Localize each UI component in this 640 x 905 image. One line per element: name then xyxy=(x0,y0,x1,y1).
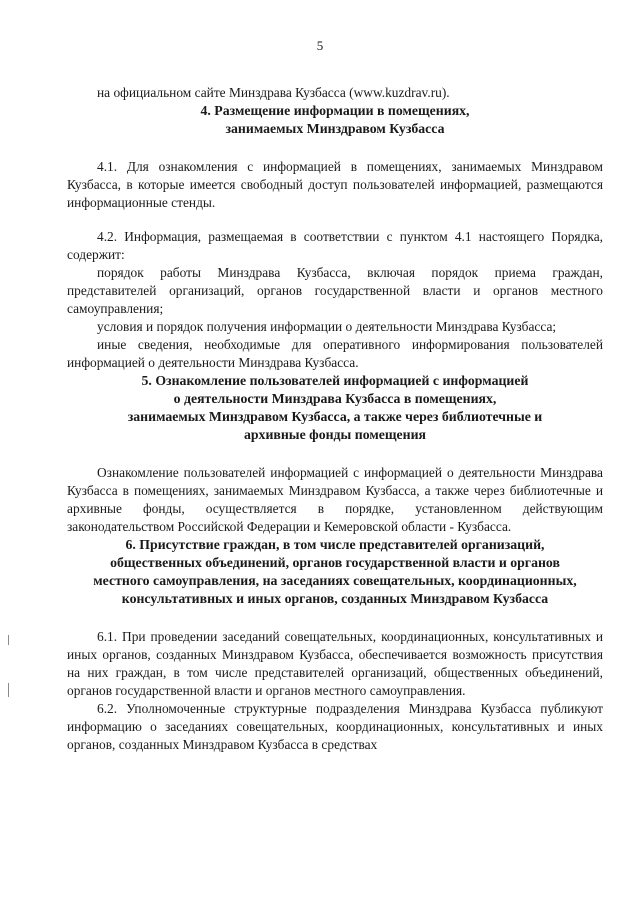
heading-line: общественных объединений, органов государственной власти и органов xyxy=(110,555,560,570)
heading-line: консультативных и иных органов, созданных Минздравом Кузбасса xyxy=(121,591,549,606)
paragraph-6-2: 6.2. Уполномоченные структурные подразделения Минздрава Кузбасса публикуют информацию о заседаниях совещательных, координационных, консультативных и иных органов, созданных Минздравом Кузбасса в средствах xyxy=(67,701,603,752)
paragraph-4-1: 4.1. Для ознакомления с информацией в помещениях, занимаемых Минздравом Кузбасса, в которые имеется свободный доступ пользователей информацией, размещаются информационные стенды. xyxy=(67,159,603,210)
scan-margin-mark xyxy=(8,635,9,645)
heading-line: занимаемых Минздравом Кузбасса, а также через библиотечные и xyxy=(127,409,543,424)
scan-margin-mark xyxy=(8,683,9,697)
section-4-heading xyxy=(67,102,603,138)
heading-line: 4. Размещение информации в помещениях, xyxy=(200,103,470,118)
list-item: порядок работы Минздрава Кузбасса, включая порядок приема граждан, представителей организаций, органов государственной власти и органов местного самоуправления; xyxy=(67,265,603,316)
paragraph-4-2: 4.2. Информация, размещаемая в соответствии с пунктом 4.1 настоящего Порядка, содержит: xyxy=(67,229,603,262)
list-item: условия и порядок получения информации о деятельности Минздрава Кузбасса; xyxy=(97,319,557,334)
paragraph-5: Ознакомление пользователей информацией с информацией о деятельности Минздрава Кузбасса в помещениях, занимаемых Минздравом Кузбасса, а также через библиотечные и архивные фонды, осуществляется в порядке, установленном действующим законодательством Российской Федерации и Кемеровской области - Кузбасса. xyxy=(67,465,603,534)
page-number: 5 xyxy=(316,38,324,53)
intro-paragraph: на официальном сайте Минздрава Кузбасса (www.kuzdrav.ru). xyxy=(97,85,450,100)
heading-line: архивные фонды помещения xyxy=(243,427,426,442)
section-5-heading xyxy=(67,372,603,444)
heading-line: местного самоуправления, на заседаниях совещательных, координационных, xyxy=(93,573,577,588)
heading-line: занимаемых Минздравом Кузбасса xyxy=(225,121,445,136)
document-body xyxy=(67,84,603,754)
paragraph-6-1: 6.1. При проведении заседаний совещательных, координационных, консультативных и иных органов, созданных Минздравом Кузбасса, обеспечивается возможность присутствия на них граждан, в том числе представителей организаций, общественных объединений, органов государственной власти и органов местного самоуправления. xyxy=(67,629,603,698)
section-6-heading xyxy=(67,536,603,608)
heading-line: о деятельности Минздрава Кузбасса в помещениях, xyxy=(173,391,497,406)
heading-line: 5. Ознакомление пользователей информацией с информацией xyxy=(141,373,529,388)
list-item: иные сведения, необходимые для оперативного информирования пользователей информацией о деятельности Минздрава Кузбасса. xyxy=(67,337,603,370)
heading-line: 6. Присутствие граждан, в том числе представителей организаций, xyxy=(125,537,545,552)
